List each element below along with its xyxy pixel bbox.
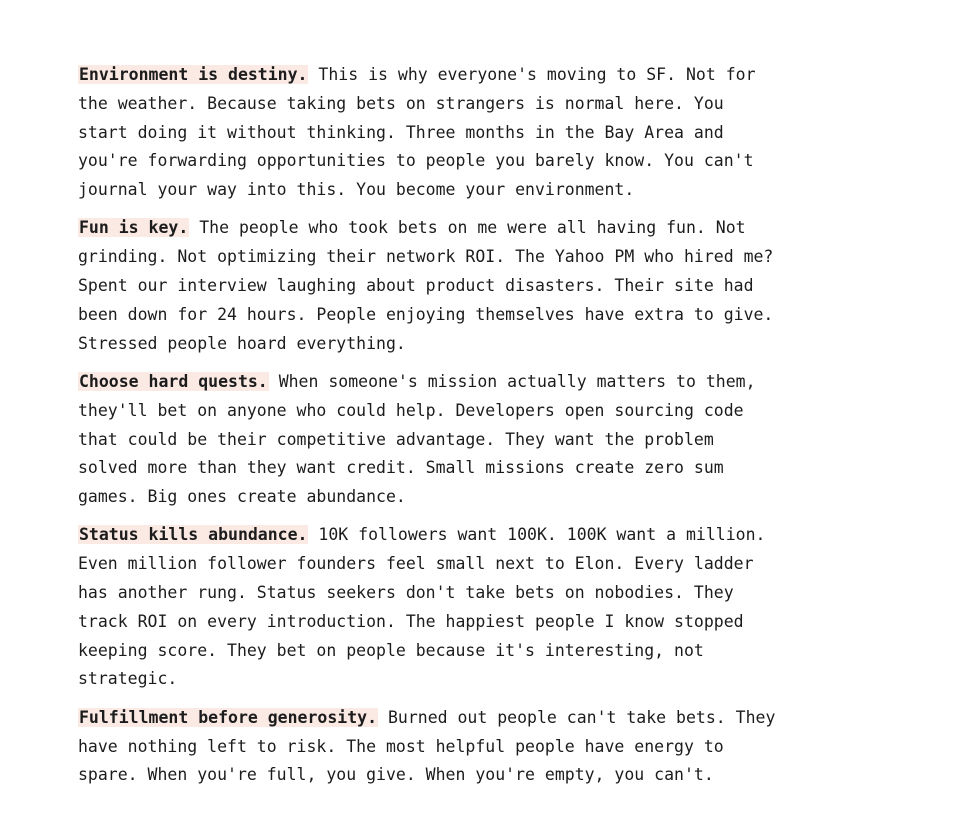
body-line: games. Big ones create abundance. bbox=[78, 487, 406, 507]
body-line: you're forwarding opportunities to people you barely know. You can't bbox=[78, 151, 754, 171]
body-line: keeping score. They bet on people because it's interesting, not bbox=[78, 640, 704, 660]
body-line: have nothing left to risk. The most helpful people have energy to bbox=[78, 736, 724, 756]
body-line: 10K followers want 100K. 100K want a million. bbox=[318, 525, 766, 545]
body-line: Even million follower founders feel small next to Elon. Every ladder bbox=[78, 554, 754, 574]
body-line: Stressed people hoard everything. bbox=[78, 333, 406, 353]
body-line: strategic. bbox=[78, 669, 178, 689]
paragraph-fulfillment bbox=[78, 704, 928, 790]
paragraph-lead: Choose hard quests. bbox=[79, 371, 268, 391]
paragraph-fun bbox=[78, 214, 928, 358]
body-line: that could be their competitive advantage. They want the problem bbox=[78, 429, 714, 449]
body-line: grinding. Not optimizing their network ROI. The Yahoo PM who hired me? bbox=[78, 247, 774, 267]
body-line: Spent our interview laughing about product disasters. Their site had bbox=[78, 276, 754, 296]
body-line: been down for 24 hours. People enjoying themselves have extra to give. bbox=[78, 304, 774, 324]
body-line: track ROI on every introduction. The happiest people I know stopped bbox=[78, 611, 744, 631]
body-line: Burned out people can't take bets. They bbox=[387, 707, 776, 727]
paragraph-lead: Environment is destiny. bbox=[79, 65, 308, 84]
body-line: When someone's mission actually matters to them, bbox=[278, 371, 756, 391]
paragraph-status bbox=[78, 521, 928, 694]
paragraph-lead: Fun is key. bbox=[79, 218, 189, 238]
body-line: journal your way into this. You become your environment. bbox=[78, 180, 635, 200]
body-line: they'll bet on anyone who could help. Developers open sourcing code bbox=[78, 400, 744, 420]
paragraph-lead: Fulfillment before generosity. bbox=[79, 707, 378, 727]
body-line: has another rung. Status seekers don't take bets on nobodies. They bbox=[78, 583, 734, 603]
paragraph-hard-quests bbox=[78, 368, 928, 512]
paragraph-environment bbox=[78, 61, 928, 205]
body-line: the weather. Because taking bets on strangers is normal here. You bbox=[78, 93, 724, 113]
body-line: start doing it without thinking. Three months in the Bay Area and bbox=[78, 122, 724, 142]
body-line: spare. When you're full, you give. When you're empty, you can't. bbox=[78, 765, 714, 785]
body-line: This is why everyone's moving to SF. Not for bbox=[318, 65, 756, 84]
body-line: The people who took bets on me were all having fun. Not bbox=[199, 218, 746, 238]
body-line: solved more than they want credit. Small missions create zero sum bbox=[78, 458, 724, 478]
paragraph-lead: Status kills abundance. bbox=[79, 525, 308, 545]
article-body bbox=[78, 61, 928, 800]
